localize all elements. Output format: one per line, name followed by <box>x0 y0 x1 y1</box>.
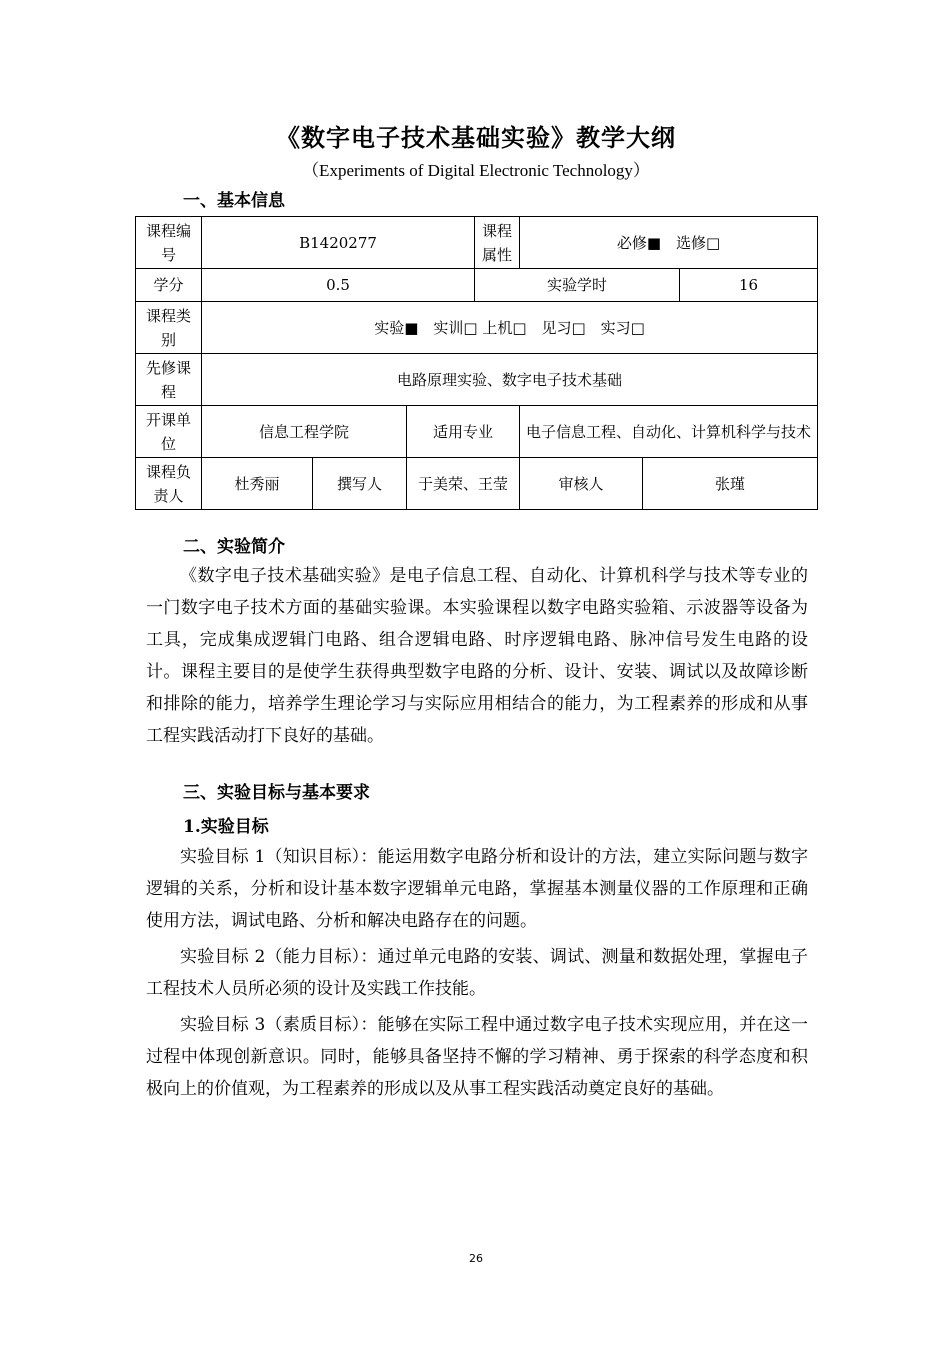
course-code-value: B1420277 <box>202 217 475 269</box>
basic-info-table <box>135 216 818 510</box>
reviewer-label: 审核人 <box>520 458 643 510</box>
category-value: 实验■ 实训□ 上机□ 见习□ 实习□ <box>202 302 818 354</box>
credit-value: 0.5 <box>202 269 475 302</box>
table-row <box>136 458 818 510</box>
section-heading-goals: 三、实验目标与基本要求 <box>183 783 370 803</box>
dept-value: 信息工程学院 <box>202 406 407 458</box>
writer-value: 于美荣、王莹 <box>407 458 520 510</box>
dept-label: 开课单位 <box>136 406 202 458</box>
prereq-label: 先修课程 <box>136 354 202 406</box>
page-number: 26 <box>469 1252 483 1265</box>
goal-1-paragraph: 实验目标 1（知识目标）：能运用数字电路分析和设计的方法，建立实际问题与数字逻辑的关系，分析和设计基本数字逻辑单元电路，掌握基本测量仪器的工作原理和正确使用方法，调试电路、分析和解决电路存在的问题。 <box>146 847 808 931</box>
section-heading-intro: 二、实验简介 <box>183 537 285 557</box>
course-code-label: 课程编号 <box>136 217 202 269</box>
section-heading-basic-info: 一、基本信息 <box>183 191 285 211</box>
table-row <box>136 269 818 302</box>
page-title: 《数字电子技术基础实验》教学大纲 <box>276 123 676 152</box>
intro-paragraph: 《数字电子技术基础实验》是电子信息工程、自动化、计算机科学与技术等专业的一门数字电子技术方面的基础实验课。本实验课程以数字电路实验箱、示波器等设备为工具，完成集成逻辑门电路、组合逻辑电路、时序逻辑电路、脉冲信号发生电路的设计。课程主要目的是使学生获得典型数字电路的分析、设计、安装、调试以及故障诊断和排除的能力，培养学生理论学习与实际应用相结合的能力，为工程素养的形成和从事工程实践活动打下良好的基础。 <box>146 566 808 746</box>
writer-label: 撰写人 <box>313 458 407 510</box>
goal-3-paragraph: 实验目标 3（素质目标）：能够在实际工程中通过数字电子技术实现应用，并在这一过程中体现创新意识。同时，能够具备坚持不懈的学习精神、勇于探索的科学态度和积极向上的价值观，为工程素养的形成以及从事工程实践活动奠定良好的基础。 <box>146 1015 808 1099</box>
page-subtitle: （Experiments of Digital Electronic Technology） <box>302 161 650 180</box>
goal-2-paragraph: 实验目标 2（能力目标）：通过单元电路的安装、调试、测量和数据处理，掌握电子工程技术人员所必须的设计及实践工作技能。 <box>146 947 808 999</box>
lab-hours-label: 实验学时 <box>475 269 680 302</box>
major-label: 适用专业 <box>407 406 520 458</box>
lead-value: 杜秀丽 <box>202 458 313 510</box>
table-row <box>136 302 818 354</box>
table-row <box>136 354 818 406</box>
prereq-value: 电路原理实验、数字电子技术基础 <box>202 354 818 406</box>
reviewer-value: 张瑾 <box>643 458 818 510</box>
sub-heading-goals: 1.实验目标 <box>183 817 269 837</box>
table-row <box>136 217 818 269</box>
major-value: 电子信息工程、自动化、计算机科学与技术 <box>520 406 818 458</box>
credit-label: 学分 <box>136 269 202 302</box>
category-label: 课程类别 <box>136 302 202 354</box>
lab-hours-value: 16 <box>680 269 818 302</box>
lead-label: 课程负责人 <box>136 458 202 510</box>
table-row <box>136 406 818 458</box>
course-attr-value: 必修■ 选修□ <box>520 217 818 269</box>
course-attr-label: 课程属性 <box>475 217 520 269</box>
